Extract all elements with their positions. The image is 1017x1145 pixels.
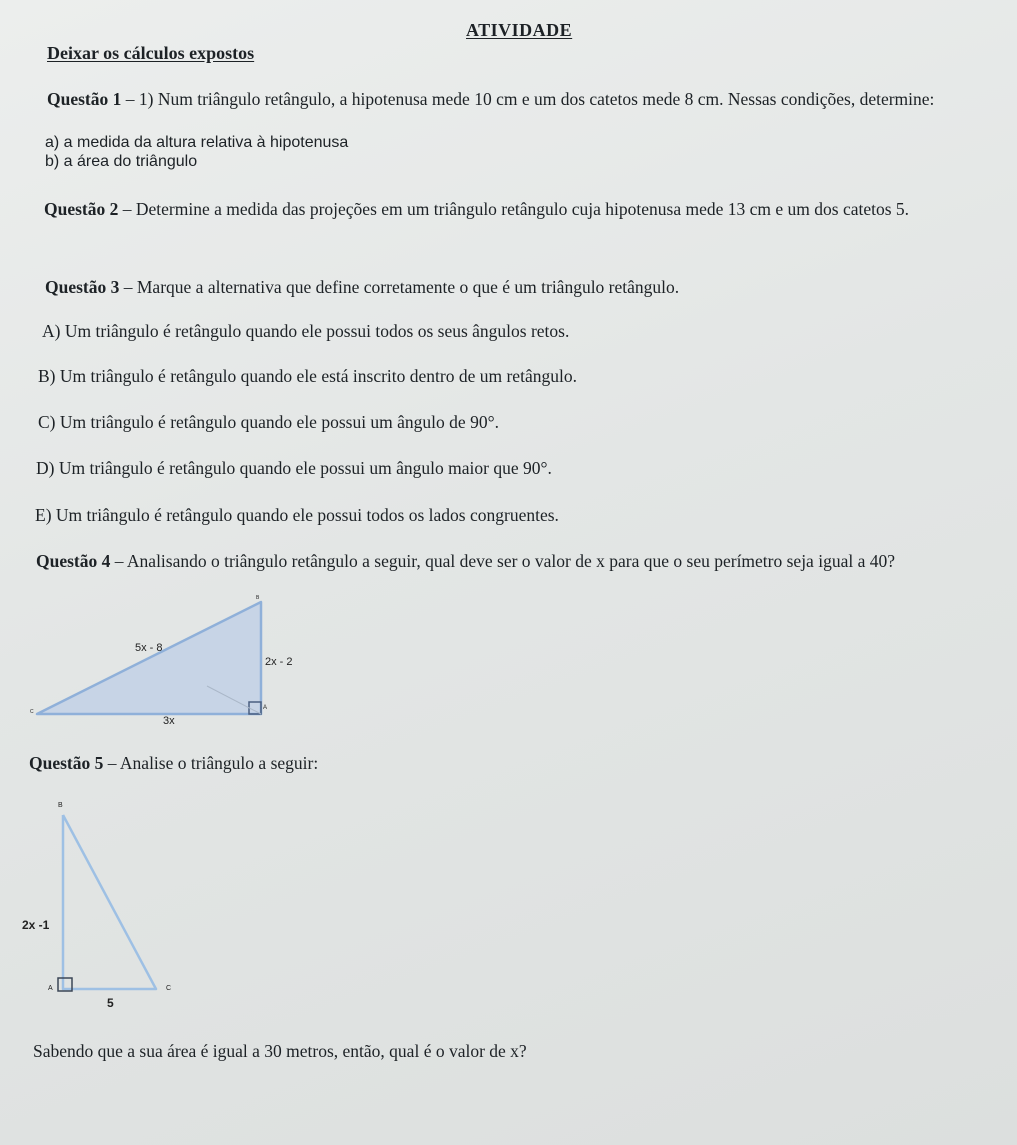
- question-5-triangle: [63, 815, 156, 989]
- question-4-triangle-figure: [25, 588, 325, 733]
- question-3-option-a: A) Um triângulo é retângulo quando ele possui todos os seus ângulos retos.: [42, 321, 570, 341]
- question-3: [45, 277, 679, 298]
- question-1-item-a: a) a medida da altura relativa à hipotenusa: [45, 134, 349, 151]
- question-4-vertex-right: A: [263, 705, 268, 711]
- question-2-text: – Determine a medida das projeções em um triângulo retângulo cuja hipotenusa mede 13 cm e um dos catetos 5.: [118, 199, 910, 219]
- question-3-option-b: B) Um triângulo é retângulo quando ele está inscrito dentro de um retângulo.: [38, 366, 577, 386]
- question-2: [44, 199, 909, 220]
- question-5: [29, 753, 318, 774]
- question-1: [47, 89, 934, 110]
- question-5-vertex-left: A: [48, 985, 53, 992]
- question-4-vertex-left: C: [30, 709, 34, 715]
- question-3-text: – Marque a alternativa que define corretamente o que é um triângulo retângulo.: [119, 277, 680, 297]
- question-4-base-label: 3x: [163, 715, 175, 727]
- question-1-text: – 1) Num triângulo retângulo, a hipotenusa mede 10 cm e um dos catetos mede 8 cm. Nessas condições, determine:: [121, 89, 935, 109]
- question-4: [36, 551, 895, 572]
- question-4-label: Questão 4: [36, 551, 111, 571]
- question-5-triangle-figure: [18, 793, 198, 1018]
- question-1-item-b: b) a área do triângulo: [45, 153, 198, 170]
- question-5-vertex-top: B: [58, 802, 63, 809]
- question-4-hypotenuse-label: 5x - 8: [135, 642, 163, 654]
- question-5-label: Questão 5: [29, 753, 104, 773]
- question-1-label: Questão 1: [47, 89, 122, 109]
- question-5-prompt: Sabendo que a sua área é igual a 30 metros, então, qual é o valor de x?: [33, 1041, 527, 1061]
- page-subtitle: Deixar os cálculos expostos: [47, 43, 255, 63]
- question-3-option-d: D) Um triângulo é retângulo quando ele possui um ângulo maior que 90°.: [36, 458, 552, 478]
- question-4-triangle: [37, 602, 261, 714]
- page-title: ATIVIDADE: [466, 20, 573, 40]
- question-4-text: – Analisando o triângulo retângulo a seguir, qual deve ser o valor de x para que o seu perímetro seja igual a 40?: [110, 551, 895, 571]
- question-3-option-c: C) Um triângulo é retângulo quando ele possui um ângulo de 90°.: [38, 412, 499, 432]
- question-5-vertex-right: C: [166, 985, 172, 992]
- question-3-label: Questão 3: [45, 277, 120, 297]
- question-2-label: Questão 2: [44, 199, 119, 219]
- question-5-text: – Analise o triângulo a seguir:: [103, 753, 319, 773]
- question-5-vertical-leg-label: 2x -1: [22, 918, 50, 932]
- question-4-vertical-leg-label: 2x - 2: [265, 656, 293, 668]
- question-4-vertex-top: B: [256, 595, 260, 601]
- question-5-base-label: 5: [107, 996, 114, 1010]
- question-3-option-e: E) Um triângulo é retângulo quando ele possui todos os lados congruentes.: [35, 505, 559, 525]
